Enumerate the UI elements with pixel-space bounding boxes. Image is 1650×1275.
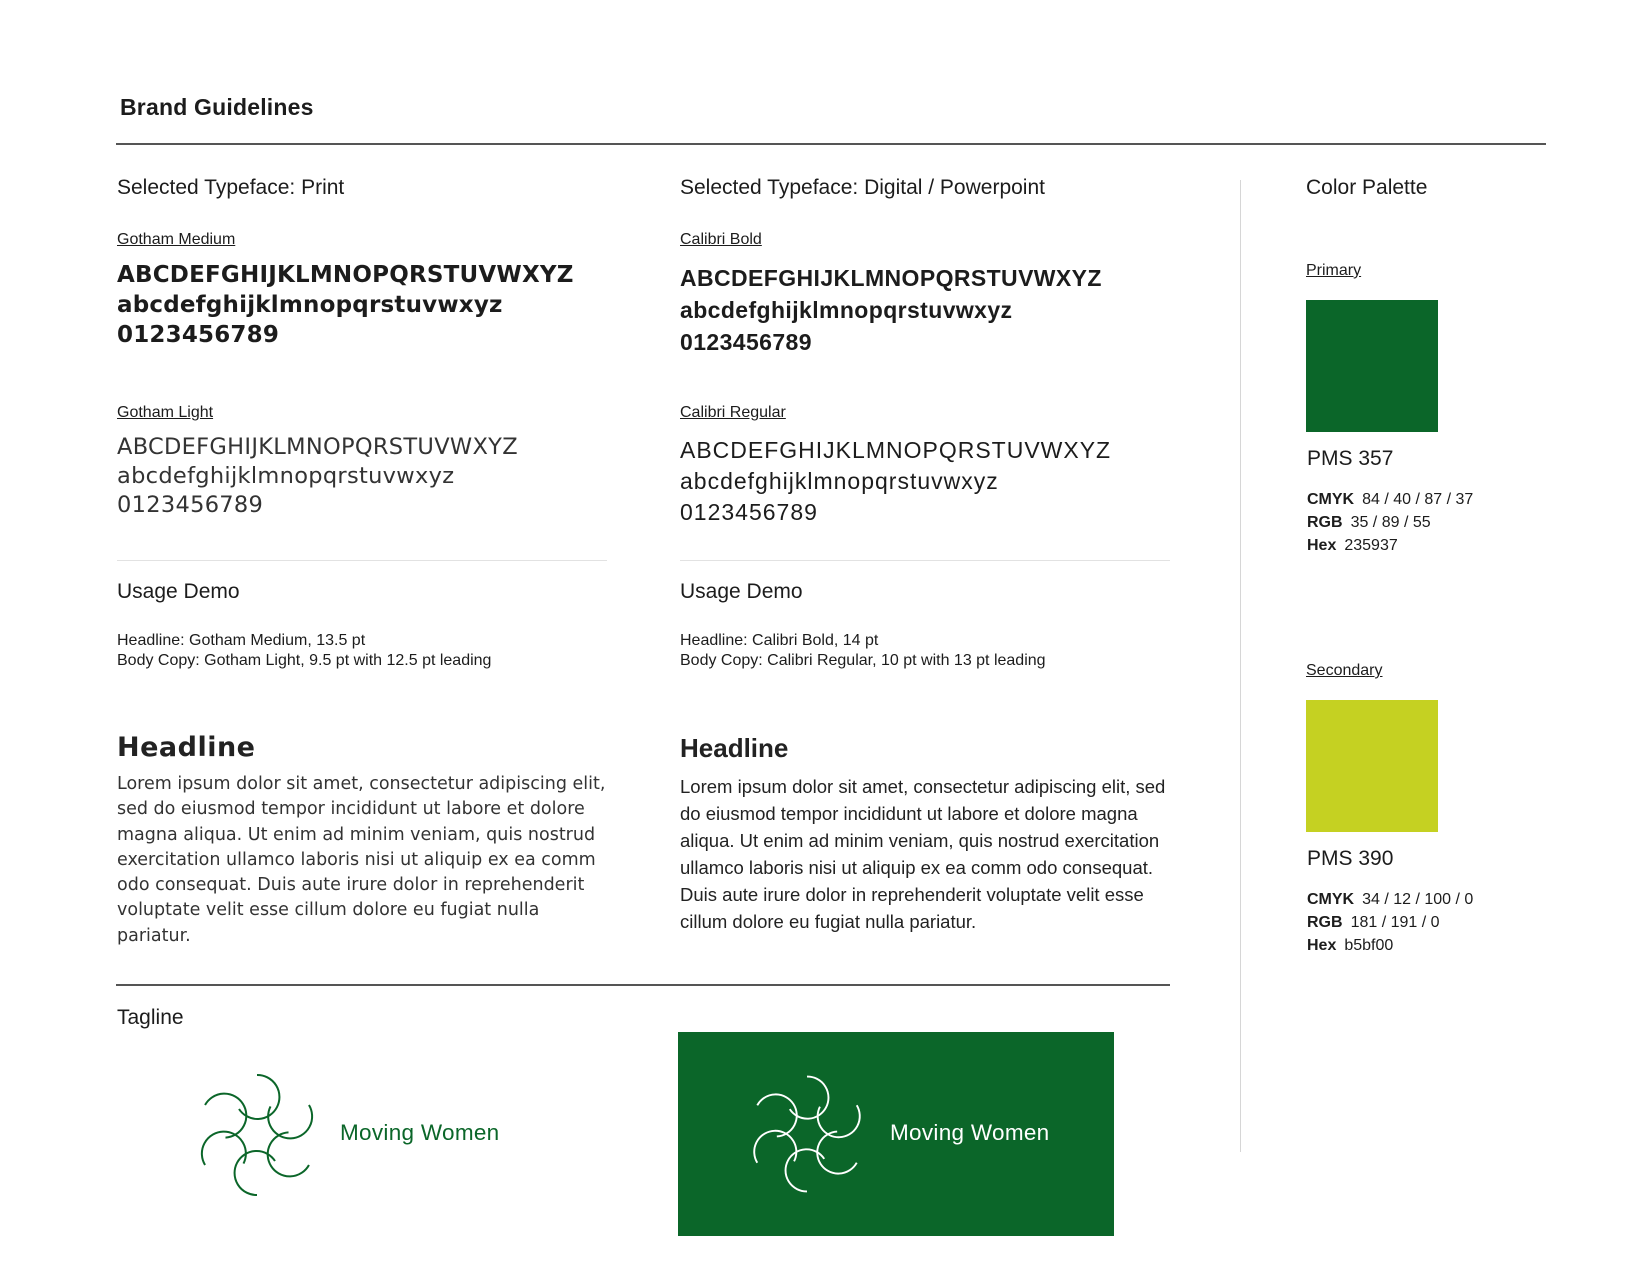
- specimen-uppercase: ABCDEFGHIJKLMNOPQRSTUVWXYZ: [117, 262, 574, 288]
- spec-body: Body Copy: Calibri Regular, 10 pt with 13 pt leading: [680, 652, 1046, 669]
- specimen-digits: 0123456789: [117, 322, 280, 348]
- gotham-light-label: Gotham Light: [117, 404, 214, 421]
- cmyk-value: 84 / 40 / 87 / 37: [1362, 491, 1474, 508]
- cmyk-value: 34 / 12 / 100 / 0: [1362, 891, 1474, 908]
- secondary-label: Secondary: [1306, 662, 1383, 679]
- flower-knot-icon: [187, 1065, 327, 1205]
- rgb-value: 35 / 89 / 55: [1350, 514, 1431, 531]
- calibri-bold-label: Calibri Bold: [680, 231, 762, 248]
- specimen-digits: 0123456789: [117, 492, 264, 518]
- print-usage-title: Usage Demo: [117, 580, 240, 603]
- print-section-title: Selected Typeface: Print: [117, 176, 345, 199]
- secondary-color-swatch: [1306, 700, 1438, 832]
- digital-section-title: Selected Typeface: Digital / Powerpoint: [680, 176, 1045, 199]
- specimen-lowercase: abcdefghijklmnopqrstuvwxyz: [117, 292, 503, 318]
- hex-key: Hex: [1307, 937, 1337, 954]
- hex-value: b5bf00: [1344, 937, 1394, 954]
- header-divider: [116, 143, 1546, 145]
- gotham-medium-specimen: [117, 260, 574, 350]
- calibri-regular-label: Calibri Regular: [680, 404, 786, 421]
- rgb-key: RGB: [1307, 514, 1343, 531]
- gotham-medium-label: Gotham Medium: [117, 231, 236, 248]
- digital-demo-body: Lorem ipsum dolor sit amet, consectetur adipiscing elit, sed do eiusmod tempor incididunt ut labore et dolore magna aliqua. Ut enim ad minim veniam, quis nostrud exercitation ullamco laboris nisi ut aliquip ex ea comm odo consequat. Duis aute irure dolor in reprehenderit voluptate velit esse cillum dolore eu fugiat nulla pariatur.: [680, 776, 1166, 932]
- cmyk-key: CMYK: [1307, 891, 1355, 908]
- primary-label: Primary: [1306, 262, 1362, 279]
- flower-knot-icon-reversed: [740, 1067, 874, 1201]
- hex-value: 235937: [1344, 537, 1398, 554]
- brand-name: Moving Women: [340, 1120, 500, 1145]
- print-demo-body: Lorem ipsum dolor sit amet, consectetur adipiscing elit, sed do eiusmod tempor incididunt ut labore et dolore magna aliqua. Ut enim ad minim veniam, quis nostrud exercitation ullamco laboris nisi ut aliquip ex ea comm odo consequat. Duis aute irure dolor in reprehenderit voluptate velit esse cillum dolore eu fugiat nulla pariatur.: [117, 774, 606, 946]
- digital-usage-specs: [680, 631, 1046, 671]
- digital-demo-headline: Headline: [680, 733, 789, 763]
- spec-body: Body Copy: Gotham Light, 9.5 pt with 12.5 pt leading: [117, 652, 492, 669]
- specimen-lowercase: abcdefghijklmnopqrstuvwxyz: [680, 468, 999, 494]
- print-demo-headline: Headline: [117, 732, 256, 763]
- primary-color-swatch: [1306, 300, 1438, 432]
- specimen-digits: 0123456789: [680, 499, 818, 525]
- specimen-uppercase: ABCDEFGHIJKLMNOPQRSTUVWXYZ: [117, 434, 518, 460]
- tagline-title: Tagline: [117, 1006, 184, 1029]
- digital-usage-title: Usage Demo: [680, 580, 803, 603]
- hex-key: Hex: [1307, 537, 1337, 554]
- calibri-bold-specimen: [680, 262, 1102, 358]
- specimen-lowercase: abcdefghijklmnopqrstuvwxyz: [680, 297, 1013, 323]
- calibri-regular-specimen: [680, 435, 1111, 528]
- cmyk-key: CMYK: [1307, 491, 1355, 508]
- specimen-uppercase: ABCDEFGHIJKLMNOPQRSTUVWXYZ: [680, 437, 1112, 463]
- gotham-light-specimen: [117, 433, 518, 520]
- page-title: Brand Guidelines: [120, 94, 314, 120]
- specimen-uppercase: ABCDEFGHIJKLMNOPQRSTUVWXYZ: [680, 265, 1102, 291]
- specimen-digits: 0123456789: [680, 329, 812, 355]
- print-divider: [117, 560, 607, 561]
- primary-pms: PMS 357: [1307, 447, 1394, 470]
- tagline-divider: [116, 984, 1170, 986]
- spec-headline: Headline: Calibri Bold, 14 pt: [680, 632, 879, 649]
- brand-name-reversed: Moving Women: [890, 1120, 1050, 1145]
- spec-headline: Headline: Gotham Medium, 13.5 pt: [117, 632, 366, 649]
- specimen-lowercase: abcdefghijklmnopqrstuvwxyz: [117, 463, 455, 489]
- secondary-color-specs: [1307, 888, 1473, 957]
- secondary-pms: PMS 390: [1307, 847, 1394, 870]
- rgb-key: RGB: [1307, 914, 1343, 931]
- primary-color-specs: [1307, 488, 1473, 557]
- print-usage-specs: [117, 631, 491, 671]
- rgb-value: 181 / 191 / 0: [1350, 914, 1440, 931]
- palette-divider: [1240, 180, 1241, 1152]
- palette-title: Color Palette: [1306, 176, 1428, 199]
- digital-divider: [680, 560, 1170, 561]
